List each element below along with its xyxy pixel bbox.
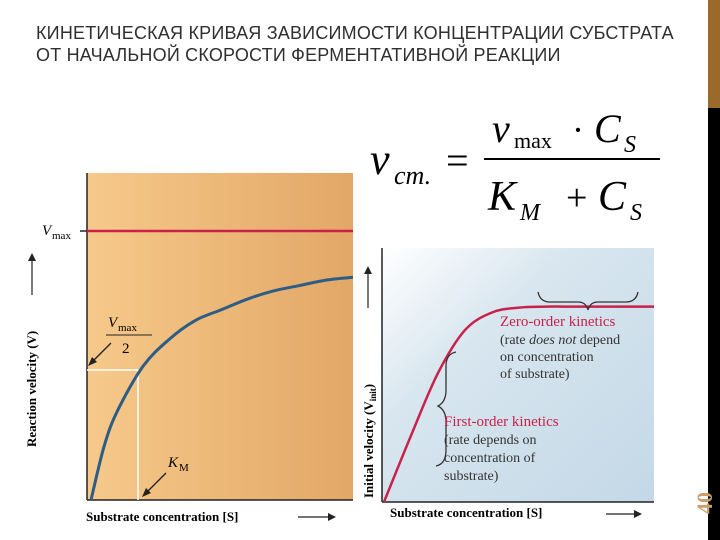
chart1-half-vmax-num-sub: max xyxy=(118,322,137,334)
chart1-y-arrowhead xyxy=(28,253,36,261)
formula-num-v: v xyxy=(492,106,510,151)
formula-num-c-sub: S xyxy=(624,132,636,158)
chart2-zero-order-title: Zero-order kinetics xyxy=(500,314,616,330)
chart2-first-order-title: First-order kinetics xyxy=(444,414,559,430)
chart2-zero-order-line1: (rate does not depend xyxy=(500,333,621,348)
formula-lhs-v: v xyxy=(370,135,390,184)
chart2-zero-order-line2: on concentration xyxy=(500,350,594,365)
chart1-plot-background xyxy=(87,173,353,500)
chart1-km-label: K xyxy=(168,455,179,471)
michaelis-menten-formula xyxy=(360,104,670,226)
page-number: 40 xyxy=(692,492,717,514)
chart1-half-vmax-num: V xyxy=(108,315,118,331)
slide-title: КИНЕТИЧЕСКАЯ КРИВАЯ ЗАВИСИМОСТИ КОНЦЕНТРАЦИИ СУБСТРАТА ОТ НАЧАЛЬНОЙ СКОРОСТИ ФЕРМЕНТАТИВНОЙ РЕАКЦИИ xyxy=(36,23,674,65)
chart2-first-order-line2: concentration of xyxy=(444,451,536,466)
side-accent-bar xyxy=(708,0,720,108)
formula-lhs-sub: ст. xyxy=(394,161,432,190)
chart2-y-label: Initial velocity $(V_{init})$ xyxy=(361,383,378,498)
chart1-x-label: Substrate concentration [S] xyxy=(86,509,239,524)
formula-den-plus: + xyxy=(566,177,588,219)
chart2-first-order-line1: (rate depends on xyxy=(444,433,537,448)
chart2-x-arrowhead xyxy=(634,510,642,518)
formula-den-c-sub: S xyxy=(630,200,642,226)
michaelis-menten-chart xyxy=(18,165,353,535)
formula-den-k-sub: M xyxy=(520,200,540,226)
enzyme-kinetics-order-chart xyxy=(356,240,686,535)
formula-num-v-sub: max xyxy=(514,128,552,153)
chart1-half-vmax-den: 2 xyxy=(122,341,130,357)
side-dark-bar xyxy=(708,108,720,540)
chart1-vmax-label: V xyxy=(42,223,52,239)
formula-den-k: K xyxy=(488,174,517,220)
formula-num-c: C xyxy=(594,106,621,151)
chart1-x-arrowhead xyxy=(328,513,336,521)
formula-den-c: C xyxy=(598,174,627,220)
formula-num-dot: · xyxy=(572,110,584,150)
chart1-y-label: Reaction velocity (V) xyxy=(24,330,39,447)
formula-equals: = xyxy=(446,138,469,183)
chart1-km-sub: M xyxy=(179,462,189,474)
chart2-zero-order-line3: of substrate) xyxy=(500,367,570,382)
chart1-vmax-sub: max xyxy=(52,230,71,242)
chart2-y-arrowhead xyxy=(364,266,372,274)
chart2-first-order-line3: substrate) xyxy=(444,469,499,484)
chart2-x-label: Substrate concentration [S] xyxy=(390,505,543,520)
